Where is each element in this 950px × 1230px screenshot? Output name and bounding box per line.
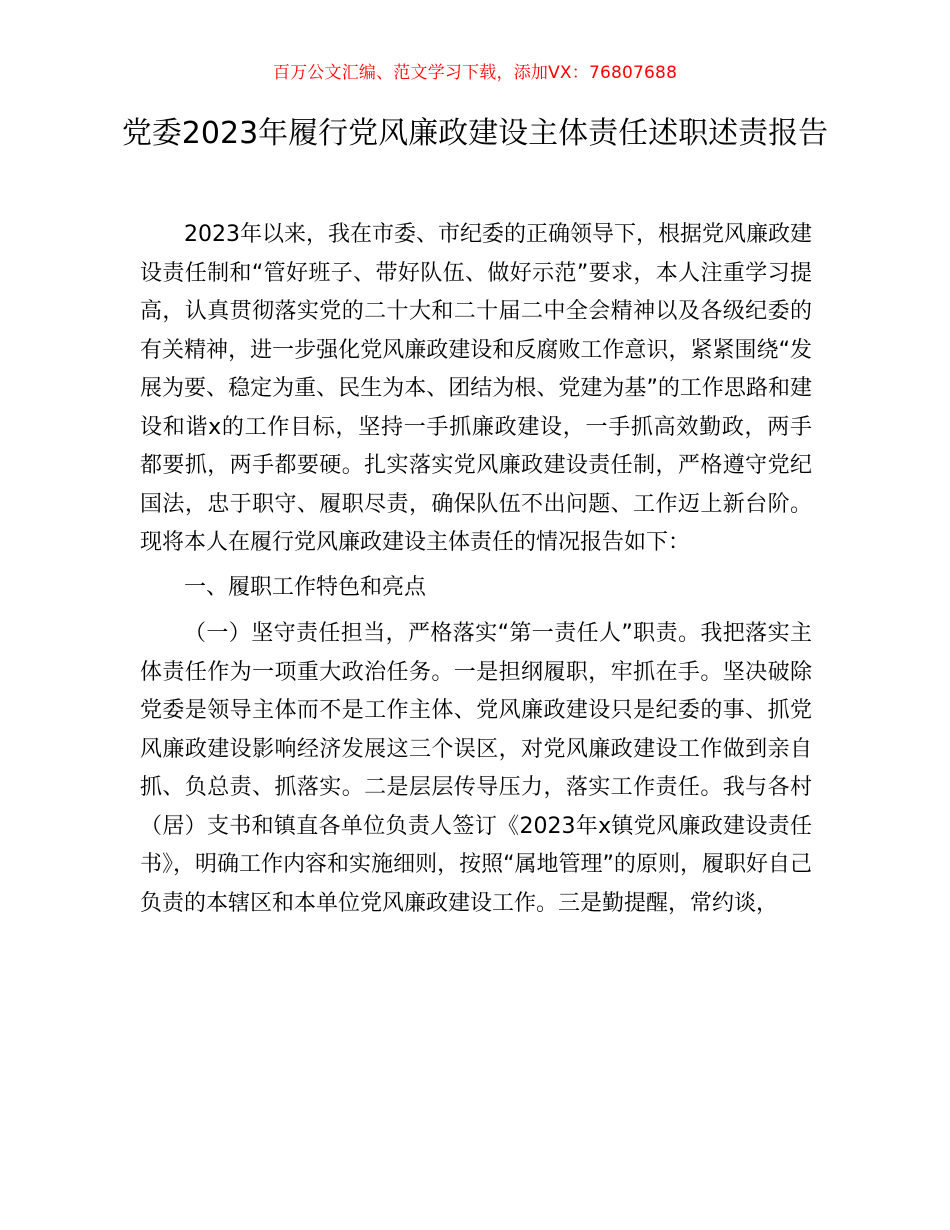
document-body (140, 216, 812, 923)
document-title: 党委2023年履行党风廉政建设主体责任述职述责报告 (121, 116, 829, 151)
header-watermark-note: 百万公文汇编、范文学习下载，添加VX：76807688 (272, 63, 678, 83)
section-heading-1: 一、履职工作特色和亮点 (184, 574, 427, 600)
intro-paragraph: 2023年以来，我在市委、市纪委的正确领导下，根据党风廉政建设责任制和“管好班子、带好队伍、做好示范”要求，本人注重学习提高，认真贯彻落实党的二十大和二十届二中全会精神以及各级纪委的有关精神，进一步强化党风廉政建设和反腐败工作意识，紧紧围绕“发展为要、稳定为重、民生为本、团结为根、党建为基”的工作思路和建设和谐x的工作目标，坚持一手抓廉政建设，一手抓高效勤政，两手都要抓，两手都要硬。扎实落实党风廉政建设责任制，严格遵守党纪国法，忠于职守、履职尽责，确保队伍不出问题、工作迈上新台阶。现将本人在履行党风廉政建设主体责任的情况报告如下： (140, 222, 812, 555)
section-1-1-paragraph: （一）坚守责任担当，严格落实“第一责任人”职责。我把落实主体责任作为一项重大政治任务。一是担纲履职，牢抓在手。坚决破除党委是领导主体而不是工作主体、党风廉政建设只是纪委的事、抓党风廉政建设影响经济发展这三个误区，对党风廉政建设工作做到亲自抓、负总责、抓落实。二是层层传导压力，落实工作责任。我与各村（居）支书和镇直各单位负责人签订《2023年x镇党风廉政建设责任书》，明确工作内容和实施细则，按照“属地管理”的原则，履职好自己负责的本辖区和本单位党风廉政建设工作。三是勤提醒，常约谈， (140, 621, 812, 916)
